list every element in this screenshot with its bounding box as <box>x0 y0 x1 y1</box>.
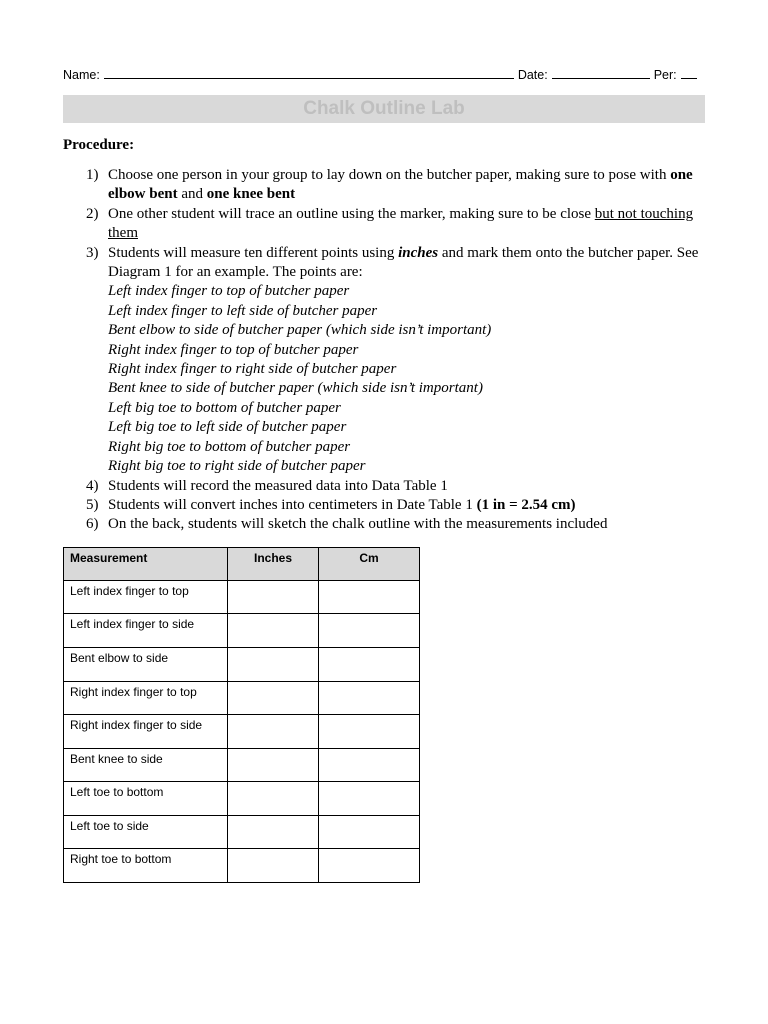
date-blank <box>552 66 650 79</box>
measurement-point: Right index finger to right side of butcher paper <box>108 361 397 378</box>
table-row <box>64 614 420 648</box>
column-header-measurement: Measurement <box>64 547 228 580</box>
table-row <box>64 715 420 749</box>
name-blank <box>104 66 514 79</box>
column-header-cm: Cm <box>319 547 420 580</box>
procedure-step-3 <box>63 244 705 477</box>
procedure-step-1 <box>63 166 705 205</box>
measurement-cell: Left index finger to side <box>64 614 228 648</box>
step-number: 5) <box>86 496 99 513</box>
period-blank <box>681 66 697 79</box>
measurement-point: Right big toe to bottom of butcher paper <box>108 438 351 455</box>
step-number: 4) <box>86 477 99 494</box>
table-header-row <box>64 547 420 580</box>
cm-cell[interactable] <box>319 782 420 816</box>
measurement-cell: Left toe to side <box>64 815 228 849</box>
measurement-cell: Bent knee to side <box>64 748 228 782</box>
step-text: One other student will trace an outline using the marker, making sure to be close <box>108 205 595 222</box>
data-table-1 <box>63 547 420 883</box>
inches-cell[interactable] <box>228 681 319 715</box>
cm-cell[interactable] <box>319 580 420 614</box>
inches-cell[interactable] <box>228 614 319 648</box>
table-row <box>64 647 420 681</box>
table-row <box>64 782 420 816</box>
cm-cell[interactable] <box>319 647 420 681</box>
procedure-heading: Procedure: <box>63 137 135 153</box>
step-text: Students will convert inches into centimeters in Date Table 1 <box>108 496 477 513</box>
step-text: On the back, students will sketch the chalk outline with the measurements included <box>108 516 608 533</box>
measurement-cell: Left toe to bottom <box>64 782 228 816</box>
inches-cell[interactable] <box>228 647 319 681</box>
measurement-cell: Bent elbow to side <box>64 647 228 681</box>
step-number: 2) <box>86 205 99 222</box>
measurement-cell: Right index finger to side <box>64 715 228 749</box>
step-text: and mark them onto the butcher paper. See Diagram 1 for an example. The points are: <box>108 244 699 281</box>
procedure-step-6 <box>63 515 705 534</box>
period-label: Per: <box>653 68 677 82</box>
step-text: Choose one person in your group to lay down on the butcher paper, making sure to pose with <box>108 167 671 183</box>
step-emphasis: one elbow bent <box>108 167 693 203</box>
measurement-point: Left index finger to top of butcher paper <box>108 283 350 300</box>
procedure-steps <box>63 166 705 535</box>
measurement-cell: Left index finger to top <box>64 580 228 614</box>
step-text: and <box>177 186 207 203</box>
column-header-inches: Inches <box>228 547 319 580</box>
inches-cell[interactable] <box>228 849 319 883</box>
measurement-point: Left index finger to left side of butcher paper <box>108 302 378 319</box>
procedure-step-2 <box>63 205 705 244</box>
procedure-step-5 <box>63 496 705 515</box>
step-number: 1) <box>86 167 99 183</box>
conversion-factor: (1 in = 2.54 cm) <box>476 496 576 513</box>
step-number: 6) <box>86 516 99 533</box>
step-text: Students will record the measured data into Data Table 1 <box>108 477 448 494</box>
cm-cell[interactable] <box>319 681 420 715</box>
date-label: Date: <box>517 68 548 82</box>
measurement-point: Left big toe to left side of butcher paper <box>108 419 347 436</box>
cm-cell[interactable] <box>319 614 420 648</box>
measurement-point: Bent knee to side of butcher paper (which side isn’t important) <box>108 380 483 397</box>
table-row <box>64 681 420 715</box>
step-emphasis: one knee bent <box>206 186 296 203</box>
step-number: 3) <box>86 244 99 261</box>
student-info-row <box>63 62 705 82</box>
cm-cell[interactable] <box>319 715 420 749</box>
measurement-point: Right big toe to right side of butcher paper <box>108 458 366 475</box>
cm-cell[interactable] <box>319 815 420 849</box>
inches-cell[interactable] <box>228 748 319 782</box>
table-row <box>64 815 420 849</box>
measurement-point: Right index finger to top of butcher paper <box>108 341 359 358</box>
page-title: Chalk Outline Lab <box>63 95 705 123</box>
inches-cell[interactable] <box>228 782 319 816</box>
table-row <box>64 849 420 883</box>
measurement-point: Bent elbow to side of butcher paper (which side isn’t important) <box>108 322 492 339</box>
measurement-cell: Right toe to bottom <box>64 849 228 883</box>
step-emphasis: inches <box>398 244 439 261</box>
inches-cell[interactable] <box>228 580 319 614</box>
table-row <box>64 748 420 782</box>
measurement-cell: Right index finger to top <box>64 681 228 715</box>
inches-cell[interactable] <box>228 815 319 849</box>
procedure-step-4 <box>63 477 705 496</box>
inches-cell[interactable] <box>228 715 319 749</box>
measurement-point: Left big toe to bottom of butcher paper <box>108 399 341 416</box>
step-text: Students will measure ten different points using <box>108 244 399 261</box>
step-underlined-text: but not touching them <box>108 205 694 242</box>
table-row <box>64 580 420 614</box>
name-label: Name: <box>63 68 100 82</box>
cm-cell[interactable] <box>319 748 420 782</box>
worksheet-page <box>63 62 705 883</box>
cm-cell[interactable] <box>319 849 420 883</box>
